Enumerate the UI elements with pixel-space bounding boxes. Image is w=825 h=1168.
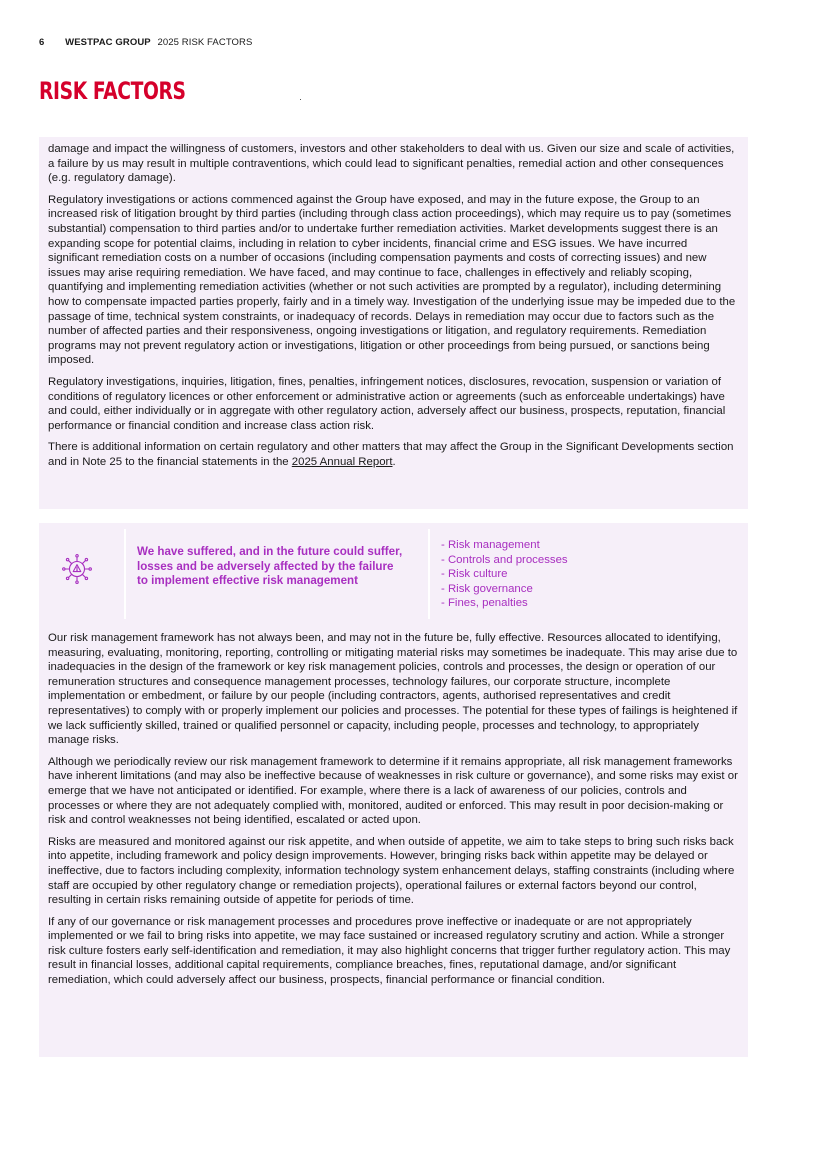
risk-tag: - Fines, penalties — [441, 597, 528, 610]
paragraph: Our risk management framework has not always been, and may not in the future be, fully effective. Resources allocated to identifying, measuring, evaluating, monitoring, reporting, controlling or mitigating material risks may sometimes be inadequate. This may arise due to inadequacies in the design of the framework or key risk management policies, controls and processes, the design or operation of our remuneration structures and consequence management processes, technology failures, our corporate structure, incomplete implementation or embedment, or failure by our people (including contractors, agents, authorised representatives and credit representatives) to comply with or properly implement our policies and processes. The potential for these types of failings is heightened if we lack sufficiently skilled, trained or qualified personnel or capacity, including people, processes and technology, to appropriately manage risks. — [48, 632, 738, 747]
paragraph-end: . — [392, 455, 396, 468]
document-title: 2025 RISK FACTORS — [157, 37, 253, 48]
virus-warning-icon — [61, 553, 93, 585]
risk-management-section — [39, 523, 748, 1057]
risk-tag: - Controls and processes — [441, 553, 568, 566]
risk-body — [48, 625, 739, 988]
risk-tags — [441, 538, 568, 611]
divider — [428, 529, 430, 619]
paragraph — [48, 440, 739, 469]
risk-header — [48, 523, 739, 625]
page-title: RISK FACTORS — [39, 77, 186, 105]
paragraph: If any of our governance or risk management processes and procedures prove ineffective or inadequate or are not appropriately implemented or we fail to bring risks into appetite, we may face sustained or increased regulatory scrutiny and action. While a stronger risk culture fosters early self-identification and remediation, it may also highlight concerns that trigger further regulatory action. This may result in financial losses, additional capital requirements, compliance breaches, fines, reputational damage, and/or significant remediation, which could adversely affect our business, prospects, financial performance or financial condition. — [48, 915, 731, 987]
risk-tag: - Risk management — [441, 539, 540, 551]
paragraph-text: There is additional information on certain regulatory and other matters that may affect the Group in the Significant Developments section and in Note 25 to the financial statements in the — [48, 441, 734, 468]
brand-name: WESTPAC GROUP — [65, 37, 151, 48]
paragraph: damage and impact the willingness of customers, investors and other stakeholders to deal with us. Given our size and scale of activities, a failure by us may result in multiple contraventions, which could lead to significant penalties, remedial action and other consequences (e.g. regulatory damage). — [48, 143, 735, 185]
paragraph: Regulatory investigations, inquiries, litigation, fines, penalties, infringement notices, disclosures, revocation, suspension or variation of conditions of regulatory licences or other enforcement or administrative action or agreements (such as enforceable undertakings) have and could, either individually or in aggregate with other regulatory action, adversely affect our business, prospects, reputation, financial performance or financial condition and increase class action risk. — [48, 375, 726, 432]
risk-tag: - Risk culture — [441, 568, 508, 581]
annual-report-link[interactable]: 2025 Annual Report — [291, 455, 393, 468]
page-header — [39, 37, 252, 48]
paragraph: Regulatory investigations or actions commenced against the Group have exposed, and may in the future expose, the Group to an increased risk of litigation brought by third parties (including through class action proceedings), which may require us to pay (sometimes substantial) compensation to third parties and/or to undertake further remediation activities. Market developments suggest there is an expanding scope for potential claims, including in relation to cyber incidents, financial crime and ESG issues. We have incurred significant remediation costs on a number of occasions (including compensation payments and costs of correcting issues) and new issues may arise requiring remediation. We have faced, and may continue to face, challenges in effectively and reliably scoping, quantifying and implementing remediation activities (whether or not such activities are prompted by a regulator), including determining how to compensate impacted parties properly, fairly and in a timely way. Investigation of the underlying issue may be impeded due to the passage of time, technical system constraints, or inadequacy of records. Delays in remediation may occur due to factors such as the number of affected parties and their responsiveness, ongoing investigations or litigation, and regulatory requirements. Remediation programs may not prevent regulatory action or investigations, litigation or other proceedings from being pursued, or sanctions being imposed. — [48, 193, 736, 367]
regulatory-section — [39, 137, 748, 509]
stray-dot — [300, 99, 301, 100]
page-number: 6 — [39, 37, 45, 48]
risk-tag: - Risk governance — [441, 582, 533, 595]
paragraph: Risks are measured and monitored against our risk appetite, and when outside of appetite, we aim to take steps to bring such risks back into appetite, including framework and policy design improvements. However, bringing risks back within appetite may be delayed or ineffective, due to factors including complexity, information technology system enhancement delays, staffing constraints (including where staff are occupied by other regulatory change or remediation projects), operational failures or external factors beyond our control, resulting in certain risks remaining outside of appetite for periods of time. — [48, 835, 735, 907]
risk-title: We have suffered, and in the future could suffer, losses and be adversely affected by the failure to implement effective risk management — [137, 545, 403, 588]
divider — [124, 529, 126, 619]
paragraph: Although we periodically review our risk management framework to determine if it remains appropriate, all risk management frameworks have inherent limitations (and may also be ineffective because of weaknesses in risk culture or governance), and some risks may exist or emerge that we have not anticipated or identified. For example, where there is a lack of awareness of our policies, controls and processes or where they are not adequately complied with, monitored, audited or enforced. This may result in poor decision-making or risk and control weaknesses not being identified, escalated or acted upon. — [48, 755, 738, 827]
